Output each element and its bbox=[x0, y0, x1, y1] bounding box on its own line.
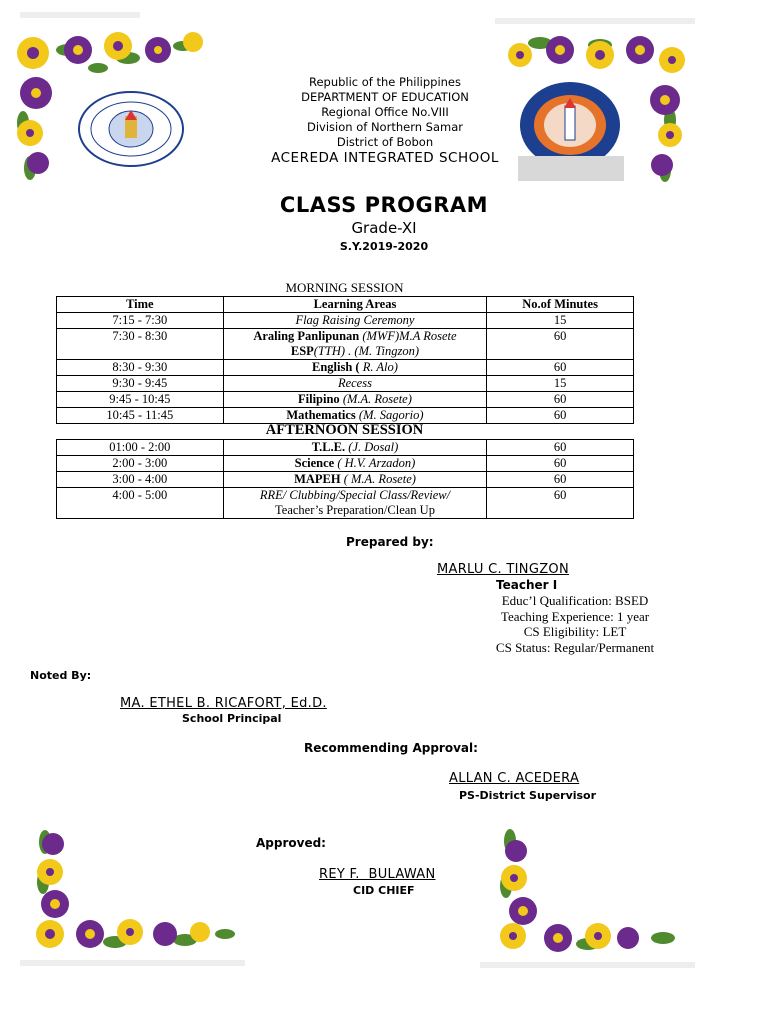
detail-line: Educ’l Qualification: BSED bbox=[501, 593, 649, 608]
learning-area-cell bbox=[223, 456, 487, 472]
preparer-details bbox=[470, 593, 680, 655]
column-header-time: Time bbox=[57, 297, 224, 313]
teacher-name: (J. Dosal) bbox=[348, 440, 399, 454]
subject-name: Filipino bbox=[298, 392, 340, 406]
minutes-cell: 60 bbox=[487, 408, 634, 424]
detail-line: CS Eligibility: LET bbox=[523, 624, 627, 639]
time-cell: 7:15 - 7:30 bbox=[57, 313, 224, 329]
activity-name: Flag Raising Ceremony bbox=[295, 313, 415, 327]
header-line: Regional Office No.VIII bbox=[321, 105, 449, 119]
afternoon-schedule-table bbox=[56, 439, 634, 519]
principal-position: School Principal bbox=[182, 712, 282, 725]
learning-area-cell bbox=[223, 329, 487, 360]
learning-area-cell bbox=[223, 376, 487, 392]
table-row bbox=[57, 313, 634, 329]
table-row bbox=[57, 329, 634, 360]
time-cell: 3:00 - 4:00 bbox=[57, 472, 224, 488]
subject-name: ESP bbox=[290, 344, 314, 358]
table-row bbox=[57, 456, 634, 472]
teacher-name: R. Alo) bbox=[362, 360, 398, 374]
activity-name: RRE/ Clubbing/Special Class/Review/ bbox=[259, 488, 451, 502]
header-line: Republic of the Philippines bbox=[308, 75, 462, 89]
minutes-cell: 15 bbox=[487, 376, 634, 392]
preparer-position: Teacher I bbox=[496, 578, 558, 592]
cid-chief-position: CID CHIEF bbox=[353, 884, 415, 897]
table-row bbox=[57, 488, 634, 519]
flower-border-icon bbox=[488, 826, 688, 956]
principal-name: MA. ETHEL B. RICAFORT, Ed.D. bbox=[120, 696, 327, 711]
minutes-cell: 60 bbox=[487, 440, 634, 456]
minutes-cell: 60 bbox=[487, 329, 634, 360]
minutes-cell: 60 bbox=[487, 360, 634, 376]
time-cell: 7:30 - 8:30 bbox=[57, 329, 224, 360]
page-title: CLASS PROGRAM bbox=[279, 193, 489, 217]
grade-label: Grade-XI bbox=[351, 219, 417, 237]
teacher-name: ( H.V. Arzadon) bbox=[337, 456, 416, 470]
header-block bbox=[200, 75, 570, 166]
teacher-name: (MWF)M.A Rosete bbox=[362, 329, 457, 343]
table-row bbox=[57, 472, 634, 488]
floral-corner-bottom-left bbox=[25, 822, 240, 957]
time-cell: 2:00 - 3:00 bbox=[57, 456, 224, 472]
header-line: DEPARTMENT OF EDUCATION bbox=[301, 90, 469, 104]
morning-schedule-table bbox=[56, 296, 634, 424]
learning-area-cell bbox=[223, 440, 487, 456]
table-row bbox=[57, 360, 634, 376]
detail-line: Teaching Experience: 1 year bbox=[500, 608, 650, 624]
teacher-name: (M.A. Rosete) bbox=[342, 392, 412, 406]
bottom-left-credit-strip bbox=[20, 960, 245, 966]
top-right-credit-strip bbox=[495, 18, 695, 24]
approved-label: Approved: bbox=[256, 836, 326, 850]
school-year: S.Y.2019-2020 bbox=[339, 240, 429, 253]
flower-border-icon bbox=[25, 822, 240, 957]
supervisor-position: PS-District Supervisor bbox=[459, 789, 597, 802]
cid-chief-name: REY F. BULAWAN bbox=[319, 867, 436, 882]
noted-by-label: Noted By: bbox=[30, 669, 92, 682]
minutes-cell: 60 bbox=[487, 392, 634, 408]
header-line: Division of Northern Samar bbox=[307, 120, 463, 134]
time-cell: 8:30 - 9:30 bbox=[57, 360, 224, 376]
activity-name-continued: Teacher’s Preparation/Clean Up bbox=[275, 503, 435, 517]
subject-name: Science bbox=[294, 456, 335, 470]
subject-name: MAPEH bbox=[294, 472, 341, 486]
time-cell: 9:45 - 10:45 bbox=[57, 392, 224, 408]
bottom-right-credit-strip bbox=[480, 962, 695, 968]
deped-seal-icon bbox=[77, 90, 185, 168]
header-line: District of Bobon bbox=[336, 135, 434, 149]
school-name: ACEREDA INTEGRATED SCHOOL bbox=[271, 150, 499, 166]
detail-line: CS Status: Regular/Permanent bbox=[495, 639, 655, 655]
recommending-approval-label: Recommending Approval: bbox=[304, 741, 478, 755]
prepared-by-label: Prepared by: bbox=[346, 535, 434, 549]
floral-corner-bottom-right bbox=[488, 826, 688, 956]
minutes-cell: 15 bbox=[487, 313, 634, 329]
time-cell: 9:30 - 9:45 bbox=[57, 376, 224, 392]
preparer-name: MARLU C. TINGZON bbox=[437, 562, 569, 577]
subject-name: T.L.E. bbox=[311, 440, 346, 454]
teacher-name: (M. Sagorio) bbox=[358, 408, 424, 422]
subject-name: English ( bbox=[311, 360, 360, 374]
learning-area-cell bbox=[223, 488, 487, 519]
morning-session-label: MORNING SESSION bbox=[285, 280, 404, 295]
afternoon-session-label: AFTERNOON SESSION bbox=[265, 422, 424, 438]
subject-name: Araling Panlipunan bbox=[253, 329, 360, 343]
time-cell: 4:00 - 5:00 bbox=[57, 488, 224, 519]
table-header-row bbox=[57, 297, 634, 313]
learning-area-cell bbox=[223, 472, 487, 488]
column-header-minutes: No.of Minutes bbox=[487, 297, 634, 313]
subject-name: Mathematics bbox=[286, 408, 356, 422]
teacher-name: ( M.A. Rosete) bbox=[343, 472, 416, 486]
time-cell: 10:45 - 11:45 bbox=[57, 408, 224, 424]
table-row bbox=[57, 392, 634, 408]
learning-area-cell bbox=[223, 360, 487, 376]
table-row bbox=[57, 440, 634, 456]
minutes-cell: 60 bbox=[487, 488, 634, 519]
minutes-cell: 60 bbox=[487, 456, 634, 472]
teacher-name: (TTH) . (M. Tingzon) bbox=[313, 344, 420, 358]
activity-name: Recess bbox=[337, 376, 372, 390]
time-cell: 01:00 - 2:00 bbox=[57, 440, 224, 456]
learning-area-cell bbox=[223, 392, 487, 408]
minutes-cell: 60 bbox=[487, 472, 634, 488]
table-row bbox=[57, 376, 634, 392]
supervisor-name: ALLAN C. ACEDERA bbox=[449, 771, 580, 786]
column-header-learning-areas: Learning Areas bbox=[223, 297, 487, 313]
deped-seal-logo bbox=[77, 90, 185, 168]
top-left-credit-strip bbox=[20, 12, 140, 18]
learning-area-cell bbox=[223, 313, 487, 329]
